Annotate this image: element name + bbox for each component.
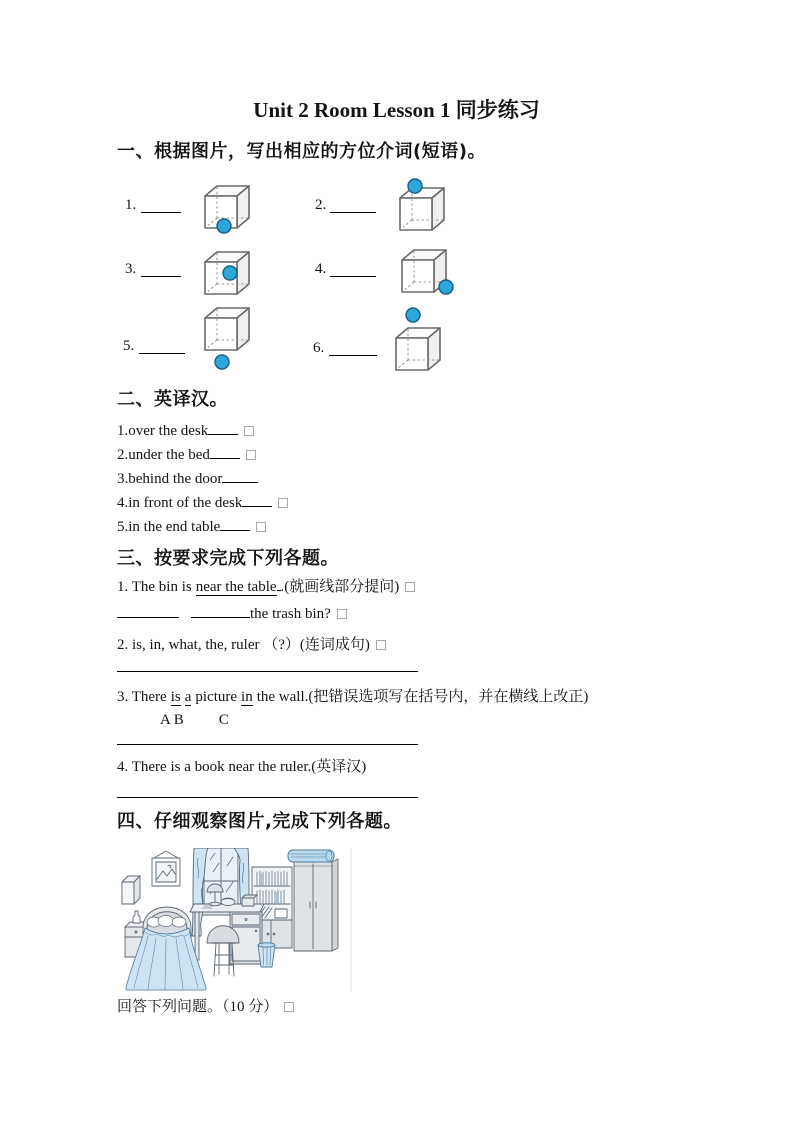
section1-heading: 一、根据图片，写出相应的方位介词(短语)。	[117, 141, 486, 162]
blue-dot	[439, 280, 453, 294]
translation-item: 1.over the desk	[117, 421, 254, 441]
translation-item: 3.behind the door	[117, 469, 274, 489]
placeholder-box	[246, 450, 256, 460]
answer-line	[117, 797, 418, 798]
placeholder-box	[278, 498, 288, 508]
placeholder-box	[405, 582, 415, 592]
section2-heading: 二、英译汉。	[117, 389, 228, 410]
cube-question-number: 1.	[125, 197, 137, 213]
trash-bin	[258, 943, 275, 967]
answer-blank	[141, 212, 181, 213]
answer-blank	[191, 604, 250, 618]
blue-dot	[408, 179, 422, 193]
picture-frame	[152, 851, 180, 886]
cube-question-number: 2.	[315, 197, 327, 213]
question-4: 4. There is a book near the ruler.(英译汉)	[117, 759, 367, 775]
question-3-choice-labels: A B C	[160, 712, 229, 728]
telephone	[221, 898, 235, 905]
placeholder-box	[337, 609, 347, 619]
cube-question-number: 4.	[315, 261, 327, 277]
underlined-phrase: near the table	[195, 579, 277, 595]
page-title: Unit 2 Room Lesson 1 同步练习	[253, 98, 540, 122]
placeholder-box	[244, 426, 254, 436]
underlined-word: in	[241, 689, 253, 705]
translation-item: 2.under the bed	[117, 445, 256, 465]
answer-blank	[222, 469, 258, 483]
answer-blank	[141, 276, 181, 277]
cube-figure-6	[388, 298, 458, 378]
cube-question-number: 6.	[313, 340, 325, 356]
blue-dot	[223, 266, 237, 280]
question-1: 1. The bin is near the table .(就画线部分提问)	[117, 578, 415, 597]
image-caption: 回答下列问题。（10 分）	[117, 998, 294, 1017]
cube-question-number: 3.	[125, 261, 137, 277]
cube-figure-5	[197, 300, 267, 380]
answer-blank	[220, 517, 250, 531]
answer-blank	[330, 276, 376, 277]
question-3: 3. There is a picture in the wall.(把错误选项写在括号内，并在横线上改正)	[117, 689, 589, 705]
answer-blank	[330, 212, 376, 213]
question-1-answer-row: the trash bin?	[117, 604, 347, 624]
section3-heading: 三、按要求完成下列各题。	[117, 548, 339, 569]
answer-blank	[242, 493, 272, 507]
answer-blank	[139, 353, 185, 354]
section4-heading: 四、仔细观察图片,完成下列各题。	[117, 811, 402, 832]
question-2: 2. is, in, what, the, ruler （?）(连词成句)	[117, 636, 386, 655]
answer-blank	[208, 421, 238, 435]
room-illustration	[118, 848, 352, 992]
underlined-word: a	[184, 689, 192, 705]
translation-item: 4.in front of the desk	[117, 493, 288, 513]
translation-item: 5.in the end table	[117, 517, 266, 537]
answer-line	[117, 744, 418, 745]
blue-dot	[215, 355, 229, 369]
answer-blank	[210, 445, 240, 459]
wall-box	[122, 876, 140, 904]
blue-dot	[406, 308, 420, 322]
placeholder-box	[284, 1002, 294, 1012]
wardrobe	[294, 859, 338, 951]
cube-question-number: 5.	[123, 338, 135, 354]
answer-blank	[117, 604, 179, 618]
answer-blank	[329, 355, 377, 356]
answer-line	[117, 671, 418, 672]
underlined-word: is	[170, 689, 181, 705]
placeholder-box	[376, 640, 386, 650]
duvet-roll	[288, 850, 334, 862]
blue-dot	[217, 219, 231, 233]
placeholder-box	[256, 522, 266, 532]
